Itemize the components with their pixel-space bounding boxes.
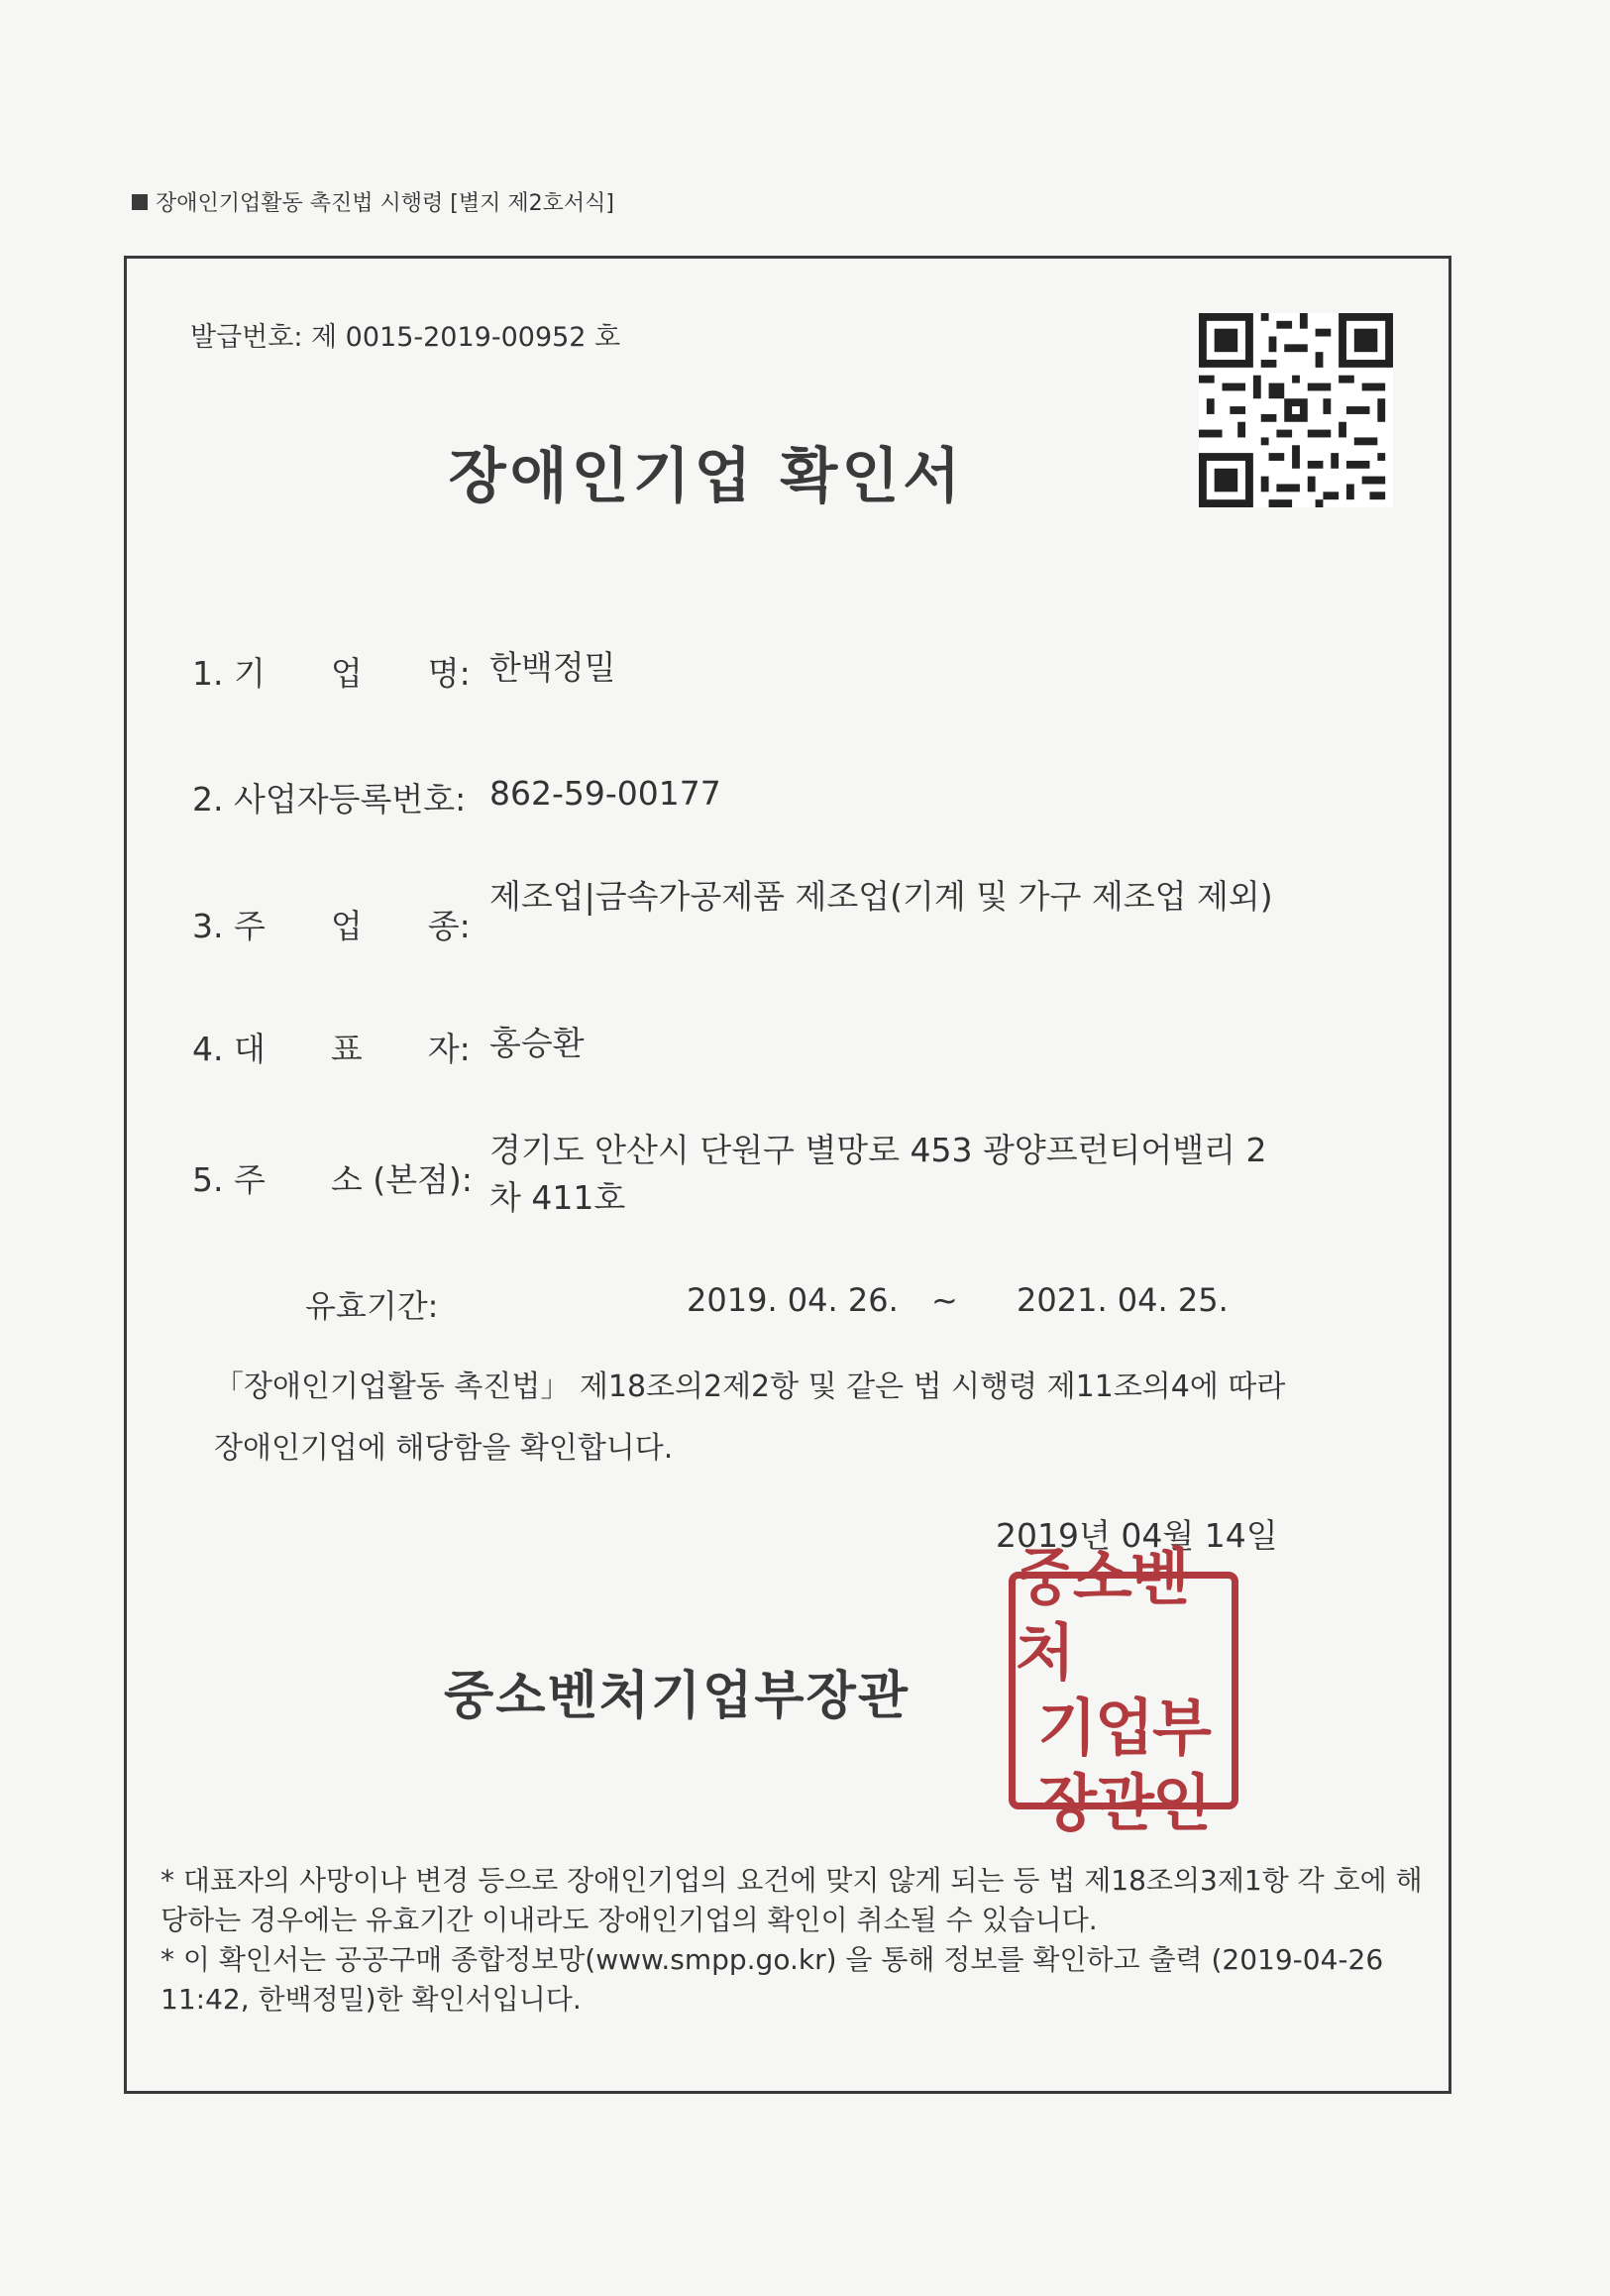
seal-line: 중소벤처 [1016,1541,1188,1689]
field-value: 홍승환 [489,1024,585,1062]
validity-separator: ~ [931,1281,958,1319]
confirmation-statement [214,1357,1353,1479]
seal-line: 기업부 [1037,1692,1210,1764]
validity-label: 유효기간: [305,1287,439,1325]
statement-line: 장애인기업에 해당함을 확인합니다. [214,1431,674,1466]
form-header [132,186,614,217]
field-label: 2. 사업자등록번호: [192,780,467,819]
footnote: * 이 확인서는 공공구매 종합정보망(www.smpp.go.kr) 을 통해 정보를 확인하고 출력 (2019-04-26 11:42, 한백정밀)한 확인서입니다. [161,1943,1384,2016]
footnote: * 대표자의 사망이나 변경 등으로 장애인기업의 요건에 맞지 않게 되는 등 법 제18조의3제1항 각 호에 해당하는 경우에는 유효기간 이내라도 장애인기업의 확인이 취소될 수 있습니다. [161,1864,1423,1936]
validity-end: 2021. 04. 25. [1017,1281,1229,1319]
issue-date: 2019년 04월 14일 [996,1516,1278,1555]
statement-line: 「장애인기업활동 촉진법」 제18조의2제2항 및 같은 법 시행령 제11조의4에 따라 [214,1369,1286,1404]
square-bullet-icon [132,194,148,210]
seal-line: 장관인 [1037,1767,1210,1839]
page-title: 장애인기업 확인서 [448,442,965,511]
footnotes [161,1861,1439,2020]
field-label: 3. 주 업 종: [192,907,471,945]
field-label: 5. 주 소 (본점): [192,1160,473,1199]
validity-start: 2019. 04. 26. [687,1281,899,1319]
field-label: 4. 대 표 자: [192,1030,471,1068]
certificate-frame [124,256,1451,2094]
form-header-text: 장애인기업활동 촉진법 시행령 [별지 제2호서식] [156,191,614,216]
field-value: 한백정밀 [489,648,616,687]
official-seal [1009,1541,1238,1839]
field-value: 제조업|금속가공제품 제조업(기계 및 가구 제조업 제외) [489,877,1273,916]
field-label: 1. 기 업 명: [192,654,471,693]
field-value: 862-59-00177 [489,774,721,813]
field-value: 경기도 안산시 단원구 별망로 453 광양프런티어밸리 2차 411호 [489,1131,1267,1217]
issuer-name: 중소벤처기업부장관 [444,1667,911,1726]
issue-number: 발급번호: 제 0015-2019-00952 호 [190,322,621,353]
